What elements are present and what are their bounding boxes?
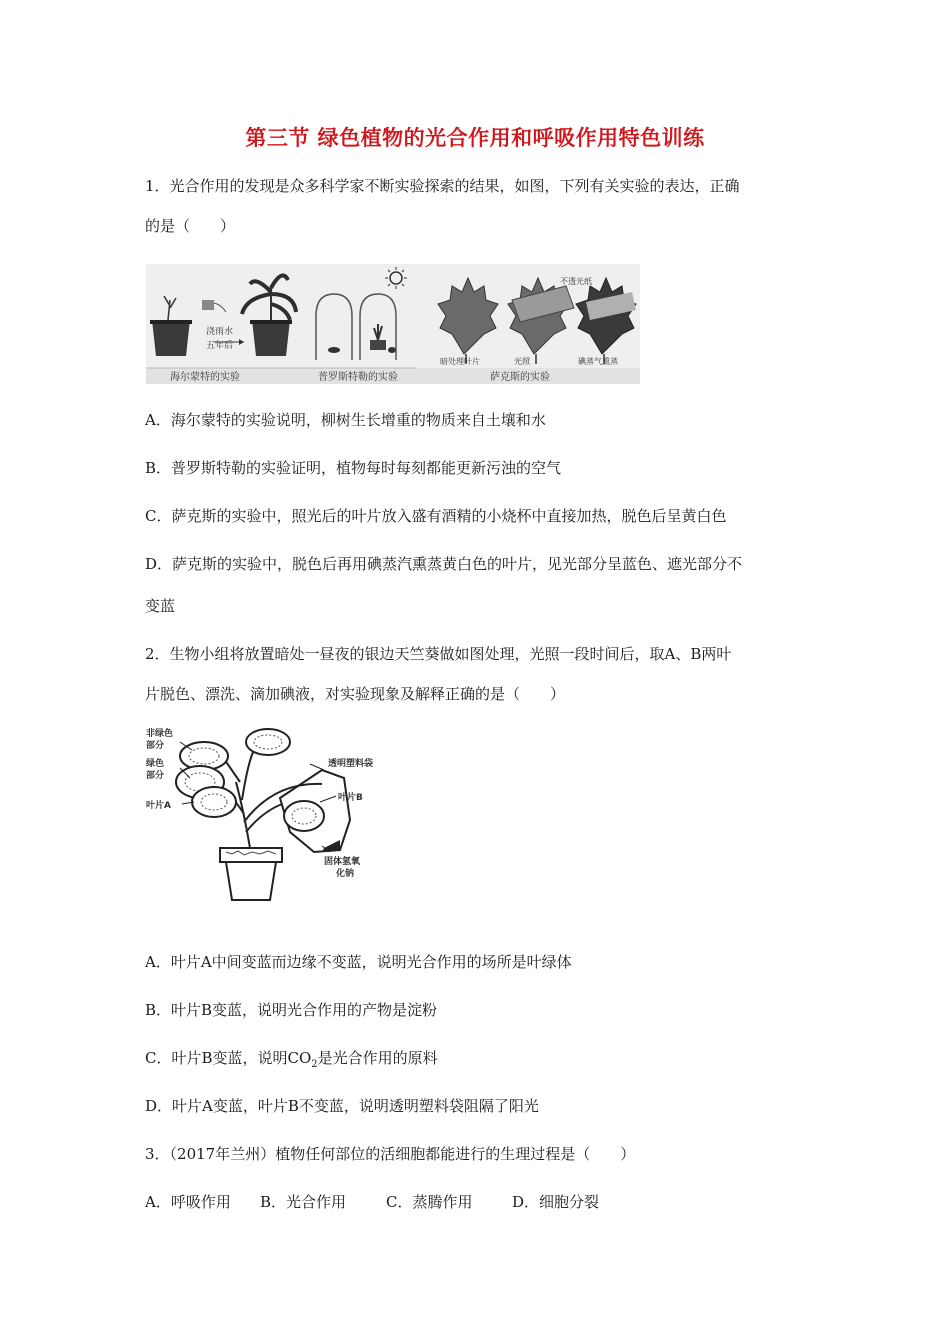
q2-fig-label-non-green-1: 非绿色	[146, 729, 174, 739]
q2-option-c-subscript: 2	[311, 1059, 318, 1070]
q2-fig-label-naoh-2: 化钠	[336, 869, 355, 879]
q2-stem-line-2: 片脱色、漂洗、滴加碘液，对实验现象及解释正确的是（ ）	[145, 685, 566, 703]
q1-fig-label-cover: 不透光纸	[560, 277, 592, 286]
q3-option-d: D．细胞分裂	[512, 1193, 600, 1211]
q3-option-c: C．蒸腾作用	[386, 1193, 473, 1211]
q2-option-c	[145, 1048, 438, 1075]
q1-option-a: A．海尔蒙特的实验说明，柳树生长增重的物质来自土壤和水	[145, 411, 546, 429]
q1-fig-label-leaf3: 碘蒸气熏蒸	[578, 357, 618, 366]
q2-fig-label-leaf-a: 叶片A	[146, 801, 171, 811]
q2-fig-label-naoh-1: 固体氢氧	[324, 857, 361, 867]
q2-option-b: B．叶片B变蓝，说明光合作用的产物是淀粉	[145, 1001, 438, 1019]
q2-fig-label-bag: 透明塑料袋	[328, 759, 374, 769]
q2-option-c-after: 是光合作用的原料	[317, 1049, 438, 1067]
q2-fig-label-green-1: 绿色	[146, 759, 165, 769]
q3-option-a: A．呼吸作用	[145, 1193, 231, 1211]
q1-option-b: B．普罗斯特勒的实验证明，植物每时每刻都能更新污浊的空气	[145, 459, 562, 477]
q1-fig-caption-left: 海尔蒙特的实验	[170, 372, 240, 383]
q2-option-c-before: C．叶片B变蓝，说明CO	[145, 1049, 312, 1067]
q1-fig-label-water: 浇雨水	[206, 327, 234, 337]
q1-fig-label-leaf1: 暗处理叶片	[440, 357, 480, 366]
q2-fig-label-green-2: 部分	[146, 771, 165, 781]
q3-stem: 3．（2017年兰州）植物任何部位的活细胞都能进行的生理过程是（ ）	[145, 1145, 636, 1163]
q1-option-d-continued: 变蓝	[145, 597, 176, 615]
q1-fig-caption-right: 萨克斯的实验	[490, 372, 550, 383]
q3-option-b: B．光合作用	[260, 1193, 347, 1211]
q1-option-d: D．萨克斯的实验中，脱色后再用碘蒸汽熏蒸黄白色的叶片，见光部分呈蓝色、遮光部分不	[145, 555, 743, 573]
q2-fig-label-leaf-b: 叶片B	[338, 793, 363, 803]
q2-option-a: A．叶片A中间变蓝而边缘不变蓝，说明光合作用的场所是叶绿体	[145, 953, 572, 971]
q2-stem-line-1: 2．生物小组将放置暗处一昼夜的银边天竺葵做如图处理，光照一段时间后，取A、B两叶	[145, 645, 732, 663]
q2-fig-label-non-green-2: 部分	[146, 741, 165, 751]
q1-stem-line-1: 1．光合作用的发现是众多科学家不断实验探索的结果，如图，下列有关实验的表达，正确	[145, 177, 740, 195]
page-title: 第三节 绿色植物的光合作用和呼吸作用特色训练	[245, 126, 705, 150]
q1-figure	[146, 264, 640, 384]
q1-stem-line-2: 的是（ ）	[145, 217, 236, 235]
q1-fig-label-leaf2: 光照	[514, 357, 530, 366]
q1-fig-caption-mid: 普罗斯特勒的实验	[318, 372, 398, 383]
q2-option-d: D．叶片A变蓝，叶片B不变蓝，说明透明塑料袋阻隔了阳光	[145, 1097, 539, 1115]
q2-figure	[144, 722, 394, 902]
q1-option-c: C．萨克斯的实验中，照光后的叶片放入盛有酒精的小烧杯中直接加热，脱色后呈黄白色	[145, 507, 727, 525]
q1-fig-label-years: 五年后	[206, 341, 234, 351]
